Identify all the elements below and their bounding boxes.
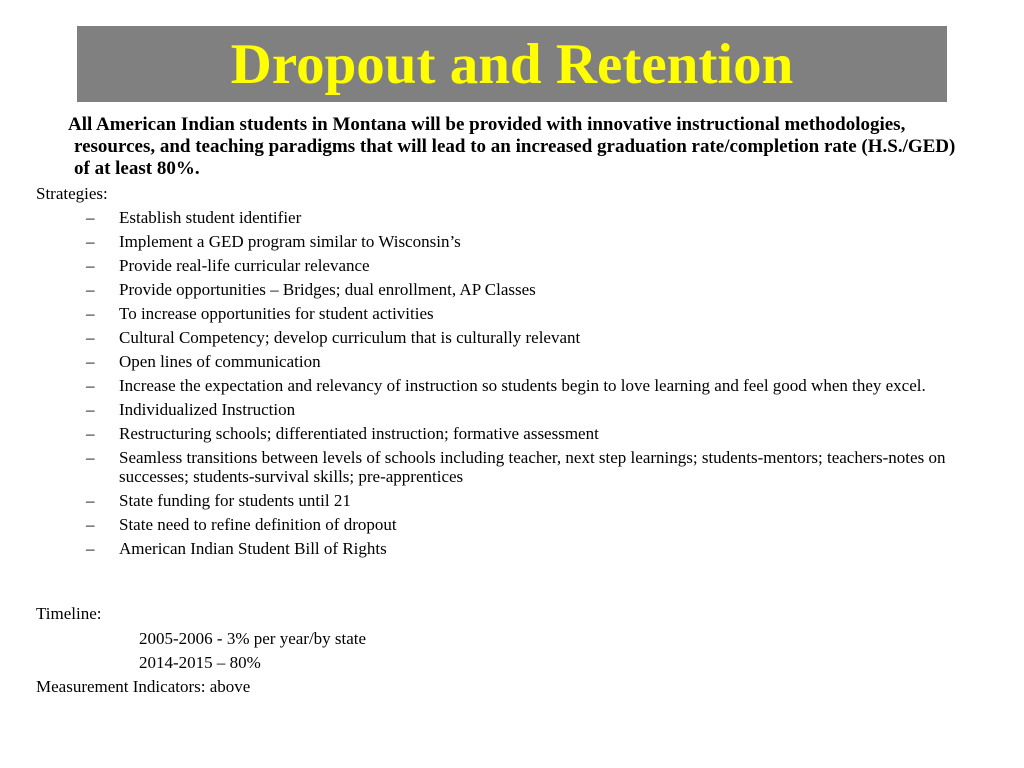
dash-bullet-icon: – [86, 376, 95, 395]
strategy-item [86, 448, 986, 486]
strategy-item [86, 280, 986, 299]
strategy-item [86, 424, 986, 443]
dash-bullet-icon: – [86, 448, 95, 467]
strategy-item [86, 328, 986, 347]
dash-bullet-icon: – [86, 328, 95, 347]
strategy-text: Provide real-life curricular relevance [119, 256, 370, 275]
strategy-text: To increase opportunities for student activities [119, 304, 434, 323]
strategy-item [86, 232, 986, 251]
strategy-item [86, 491, 986, 510]
strategy-text: Restructuring schools; differentiated instruction; formative assessment [119, 424, 599, 443]
dash-bullet-icon: – [86, 280, 95, 299]
dash-bullet-icon: – [86, 539, 95, 558]
strategy-item [86, 352, 986, 371]
strategy-item [86, 376, 986, 395]
timeline-item: 2005-2006 - 3% per year/by state [139, 629, 367, 648]
strategy-text: Open lines of communication [119, 352, 321, 371]
title-bar [77, 26, 947, 102]
strategy-list [86, 208, 986, 563]
strategy-item [86, 256, 986, 275]
strategy-text: Implement a GED program similar to Wisconsin’s [119, 232, 461, 251]
dash-bullet-icon: – [86, 400, 95, 419]
slide-title: Dropout and Retention [230, 32, 794, 96]
dash-bullet-icon: – [86, 232, 95, 251]
strategy-text: Cultural Competency; develop curriculum that is culturally relevant [119, 328, 581, 347]
strategies-label: Strategies: [36, 184, 108, 203]
dash-bullet-icon: – [86, 424, 95, 443]
timeline-item: 2014-2015 – 80% [139, 653, 261, 672]
goal-statement: All American Indian students in Montana will be provided with innovative instructional methodologies, resources, and teaching paradigms that will lead to an increased graduation rate/completion rate (H.S./GED) of at least 80%. [68, 114, 956, 179]
strategy-text: Seamless transitions between levels of schools including teacher, next step learnings; students-mentors; teachers-notes on successes; students-survival skills; pre-apprentices [119, 448, 946, 486]
strategy-text: Individualized Instruction [119, 400, 296, 419]
dash-bullet-icon: – [86, 256, 95, 275]
strategy-text: State funding for students until 21 [119, 491, 351, 510]
timeline-label: Timeline: [36, 604, 102, 623]
dash-bullet-icon: – [86, 304, 95, 323]
strategy-text: American Indian Student Bill of Rights [119, 539, 387, 558]
dash-bullet-icon: – [86, 352, 95, 371]
strategy-item [86, 400, 986, 419]
strategy-item [86, 304, 986, 323]
measurement-indicators: Measurement Indicators: above [36, 677, 251, 696]
dash-bullet-icon: – [86, 491, 95, 510]
strategy-item [86, 515, 986, 534]
strategy-text: State need to refine definition of dropout [119, 515, 397, 534]
strategy-text: Establish student identifier [119, 208, 302, 227]
dash-bullet-icon: – [86, 208, 95, 227]
strategy-text: Provide opportunities – Bridges; dual enrollment, AP Classes [119, 280, 536, 299]
strategy-item [86, 539, 986, 558]
strategy-text: Increase the expectation and relevancy of instruction so students begin to love learning and feel good when they excel. [119, 376, 926, 395]
dash-bullet-icon: – [86, 515, 95, 534]
strategy-item [86, 208, 986, 227]
